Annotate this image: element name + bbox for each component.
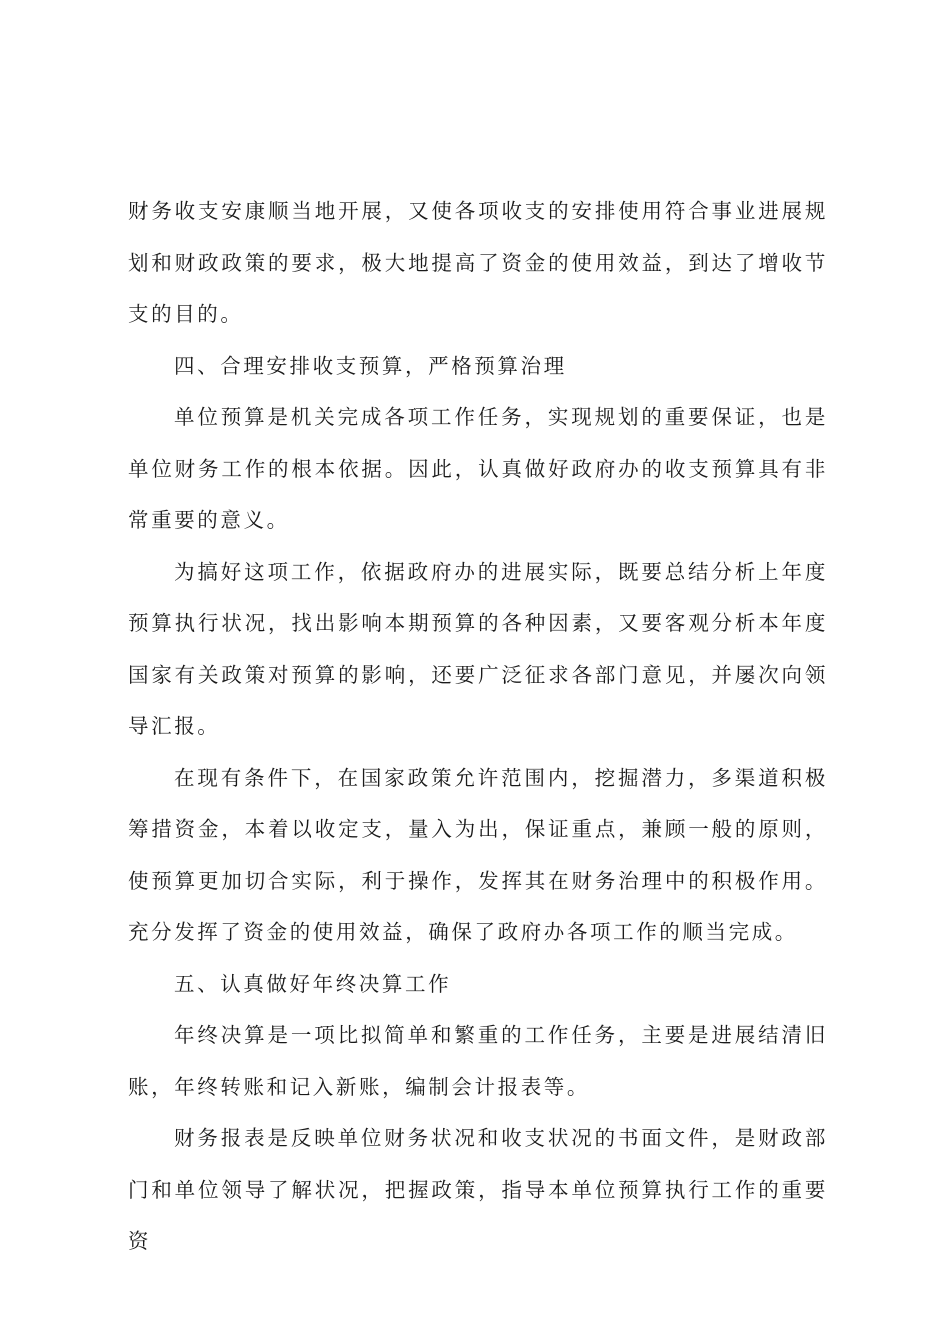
paragraph-financial-statements: 财务报表是反映单位财务状况和收支状况的书面文件，是财政部门和单位领导了解状况，把握政策，指导本单位预算执行工作的重要资: [128, 1126, 828, 1253]
paragraph-funding-principles: 在现有条件下，在国家政策允许范围内，挖掘潜力，多渠道积极筹措资金，本着以收定支，量入为出，保证重点，兼顾一般的原则，使预算更加切合实际，利于操作，发挥其在财务治理中的积极作用。充分发挥了资金的使用效益，确保了政府办各项工作的顺当完成。: [128, 765, 828, 944]
paragraph-budget-preparation: 为搞好这项工作，依据政府办的进展实际，既要总结分析上年度预算执行状况，找出影响本期预算的各种因素，又要客观分析本年度国家有关政策对预算的影响，还要广泛征求各部门意见，并屡次向领导汇报。: [128, 559, 828, 738]
section-heading-four: 四、合理安排收支预算，严格预算治理: [174, 353, 567, 378]
section-heading-five: 五、认真做好年终决算工作: [174, 971, 452, 996]
paragraph-continuation: 财务收支安康顺当地开展，又使各项收支的安排使用符合事业进展规划和财政政策的要求，极大地提高了资金的使用效益，到达了增收节支的目的。: [128, 199, 828, 326]
paragraph-budget-importance: 单位预算是机关完成各项工作任务，实现规划的重要保证，也是单位财务工作的根本依据。因此，认真做好政府办的收支预算具有非常重要的意义。: [128, 405, 828, 532]
paragraph-year-end-accounts: 年终决算是一项比拟简单和繁重的工作任务，主要是进展结清旧账，年终转账和记入新账，编制会计报表等。: [128, 1023, 828, 1099]
document-body: [128, 186, 828, 1268]
